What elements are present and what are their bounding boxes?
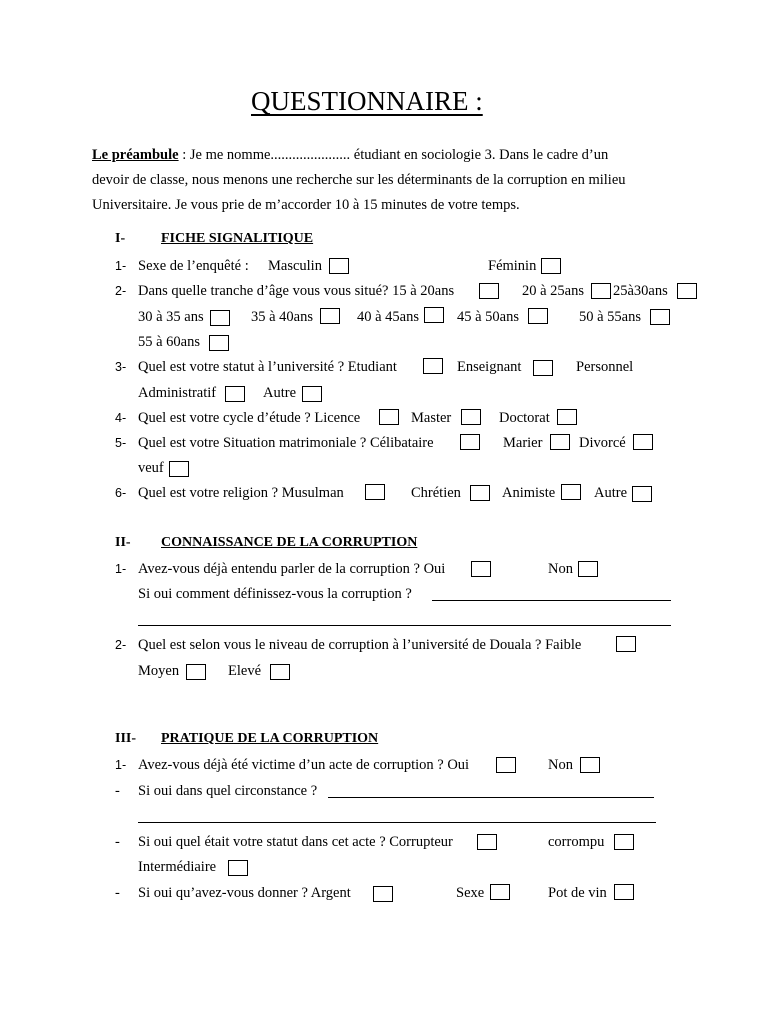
option-divorce-label: Divorcé xyxy=(579,435,626,451)
question-statut-text: Quel est votre statut à l’université ? Etudiant xyxy=(138,359,397,375)
option-administratif-label: Administratif xyxy=(138,385,217,401)
option-chretien-label: Chrétien xyxy=(411,485,461,501)
checkbox-personnel-administratif[interactable] xyxy=(225,386,245,402)
checkbox-animiste[interactable] xyxy=(561,484,581,500)
question-bullet: - xyxy=(115,834,120,850)
checkbox-age-15-20[interactable] xyxy=(479,283,499,299)
question-matrimoniale-text: Quel est votre Situation matrimoniale ? Célibataire xyxy=(138,435,434,451)
option-eleve-label: Elevé xyxy=(228,663,262,679)
checkbox-masculin[interactable] xyxy=(329,258,349,274)
question-number: 2- xyxy=(115,284,127,298)
checkbox-veuf[interactable] xyxy=(169,461,189,477)
option-age-30-35-label: 30 à 35 ans xyxy=(138,309,204,325)
option-master-label: Master xyxy=(411,410,452,426)
checkbox-age-35-40[interactable] xyxy=(320,308,340,324)
section-1-title: FICHE SIGNALITIQUE xyxy=(161,231,314,246)
question-entendu-text: Avez-vous déjà entendu parler de la corruption ? Oui xyxy=(138,561,446,577)
question-number: 1- xyxy=(115,259,127,273)
section-3-number: III- xyxy=(115,731,137,746)
checkbox-entendu-oui[interactable] xyxy=(471,561,491,577)
checkbox-feminin[interactable] xyxy=(541,258,561,274)
answer-line-definition[interactable] xyxy=(432,600,671,601)
option-age-55-60-label: 55 à 60ans xyxy=(138,334,201,350)
option-intermediaire-label: Intermédiaire xyxy=(138,859,217,875)
preamble-label: Le préambule xyxy=(92,147,179,163)
checkbox-pot-de-vin[interactable] xyxy=(614,884,634,900)
option-feminin-label: Féminin xyxy=(488,258,537,274)
section-3-title: PRATIQUE DE LA CORRUPTION xyxy=(161,731,379,746)
option-doctorat-label: Doctorat xyxy=(499,410,550,426)
preamble-line-1: Le préambule : Je me nomme...................... étudiant en sociologie 3. Dans le cadre d’un xyxy=(92,147,609,163)
checkbox-sexe[interactable] xyxy=(490,884,510,900)
checkbox-moyen[interactable] xyxy=(186,664,206,680)
checkbox-age-30-35[interactable] xyxy=(210,310,230,326)
checkbox-corrompu[interactable] xyxy=(614,834,634,850)
question-bullet: - xyxy=(115,885,120,901)
question-number: 1- xyxy=(115,758,127,772)
question-circonstance-text: Si oui dans quel circonstance ? xyxy=(138,783,318,799)
option-age-20-25-label: 20 à 25ans xyxy=(522,283,585,299)
checkbox-divorce[interactable] xyxy=(633,434,653,450)
question-age-text: Dans quelle tranche d’âge vous vous situé? 15 à 20ans xyxy=(138,283,455,299)
option-sexe-label: Sexe xyxy=(456,885,485,901)
checkbox-age-25-30[interactable] xyxy=(677,283,697,299)
checkbox-chretien[interactable] xyxy=(470,485,490,501)
option-age-50-55-label: 50 à 55ans xyxy=(579,309,642,325)
checkbox-entendu-non[interactable] xyxy=(578,561,598,577)
answer-line-circonstance[interactable] xyxy=(328,797,654,798)
checkbox-marier[interactable] xyxy=(550,434,570,450)
option-victime-non-label: Non xyxy=(548,757,573,773)
option-corrompu-label: corrompu xyxy=(548,834,605,850)
checkbox-etudiant[interactable] xyxy=(423,358,443,374)
checkbox-victime-non[interactable] xyxy=(580,757,600,773)
question-sexe-text: Sexe de l’enquêté : xyxy=(138,258,249,274)
question-niveau-text: Quel est selon vous le niveau de corruption à l’université de Douala ? Faible xyxy=(138,637,582,653)
preamble-line-2: devoir de classe, nous menons une recherche sur les déterminants de la corruption en milieu xyxy=(92,172,626,188)
checkbox-eleve[interactable] xyxy=(270,664,290,680)
question-cycle-text: Quel est votre cycle d’étude ? Licence xyxy=(138,410,361,426)
option-moyen-label: Moyen xyxy=(138,663,180,679)
question-number: 5- xyxy=(115,436,127,450)
checkbox-master[interactable] xyxy=(461,409,481,425)
checkbox-celibataire[interactable] xyxy=(460,434,480,450)
option-enseignant-label: Enseignant xyxy=(457,359,522,375)
question-number: 4- xyxy=(115,411,127,425)
answer-line-circonstance-2[interactable] xyxy=(138,822,656,823)
question-statut-acte-text: Si oui quel était votre statut dans cet acte ? Corrupteur xyxy=(138,834,453,850)
question-religion-text: Quel est votre religion ? Musulman xyxy=(138,485,344,501)
option-veuf-label: veuf xyxy=(138,460,164,476)
option-entendu-non-label: Non xyxy=(548,561,573,577)
checkbox-autre-statut[interactable] xyxy=(302,386,322,402)
section-2-title: CONNAISSANCE DE LA CORRUPTION xyxy=(161,535,418,550)
question-number: 1- xyxy=(115,562,127,576)
option-animiste-label: Animiste xyxy=(502,485,556,501)
checkbox-musulman[interactable] xyxy=(365,484,385,500)
checkbox-age-55-60[interactable] xyxy=(209,335,229,351)
question-definition-text: Si oui comment définissez-vous la corruption ? xyxy=(138,586,412,602)
question-number: 6- xyxy=(115,486,127,500)
checkbox-licence[interactable] xyxy=(379,409,399,425)
checkbox-age-45-50[interactable] xyxy=(528,308,548,324)
section-2-number: II- xyxy=(115,535,131,550)
option-age-45-50-label: 45 à 50ans xyxy=(457,309,520,325)
checkbox-faible[interactable] xyxy=(616,636,636,652)
option-age-35-40-label: 35 à 40ans xyxy=(251,309,314,325)
option-masculin-label: Masculin xyxy=(268,258,322,274)
option-age-40-45-label: 40 à 45ans xyxy=(357,309,420,325)
checkbox-intermediaire[interactable] xyxy=(228,860,248,876)
checkbox-doctorat[interactable] xyxy=(557,409,577,425)
question-bullet: - xyxy=(115,783,120,799)
option-personnel-label: Personnel xyxy=(576,359,634,375)
option-age-25-30-label: 25à30ans xyxy=(613,283,668,299)
section-1-number: I- xyxy=(115,231,126,246)
option-autre-statut-label: Autre xyxy=(263,385,297,401)
answer-line-definition-2[interactable] xyxy=(138,625,671,626)
checkbox-autre-religion[interactable] xyxy=(632,486,652,502)
page-title: QUESTIONNAIRE : xyxy=(251,86,483,116)
option-marier-label: Marier xyxy=(503,435,543,451)
checkbox-victime-oui[interactable] xyxy=(496,757,516,773)
checkbox-age-20-25[interactable] xyxy=(591,283,611,299)
checkbox-age-40-45[interactable] xyxy=(424,307,444,323)
checkbox-corrupteur[interactable] xyxy=(477,834,497,850)
preamble-line-3: Universitaire. Je vous prie de m’accorder 10 à 15 minutes de votre temps. xyxy=(92,197,520,213)
question-number: 3- xyxy=(115,360,127,374)
question-victime-text: Avez-vous déjà été victime d’un acte de corruption ? Oui xyxy=(138,757,470,773)
checkbox-age-50-55[interactable] xyxy=(650,309,670,325)
checkbox-argent[interactable] xyxy=(373,886,393,902)
option-autre-religion-label: Autre xyxy=(594,485,628,501)
question-donner-text: Si oui qu’avez-vous donner ? Argent xyxy=(138,885,351,901)
question-number: 2- xyxy=(115,638,127,652)
option-pot-de-vin-label: Pot de vin xyxy=(548,885,607,901)
checkbox-enseignant[interactable] xyxy=(533,360,553,376)
